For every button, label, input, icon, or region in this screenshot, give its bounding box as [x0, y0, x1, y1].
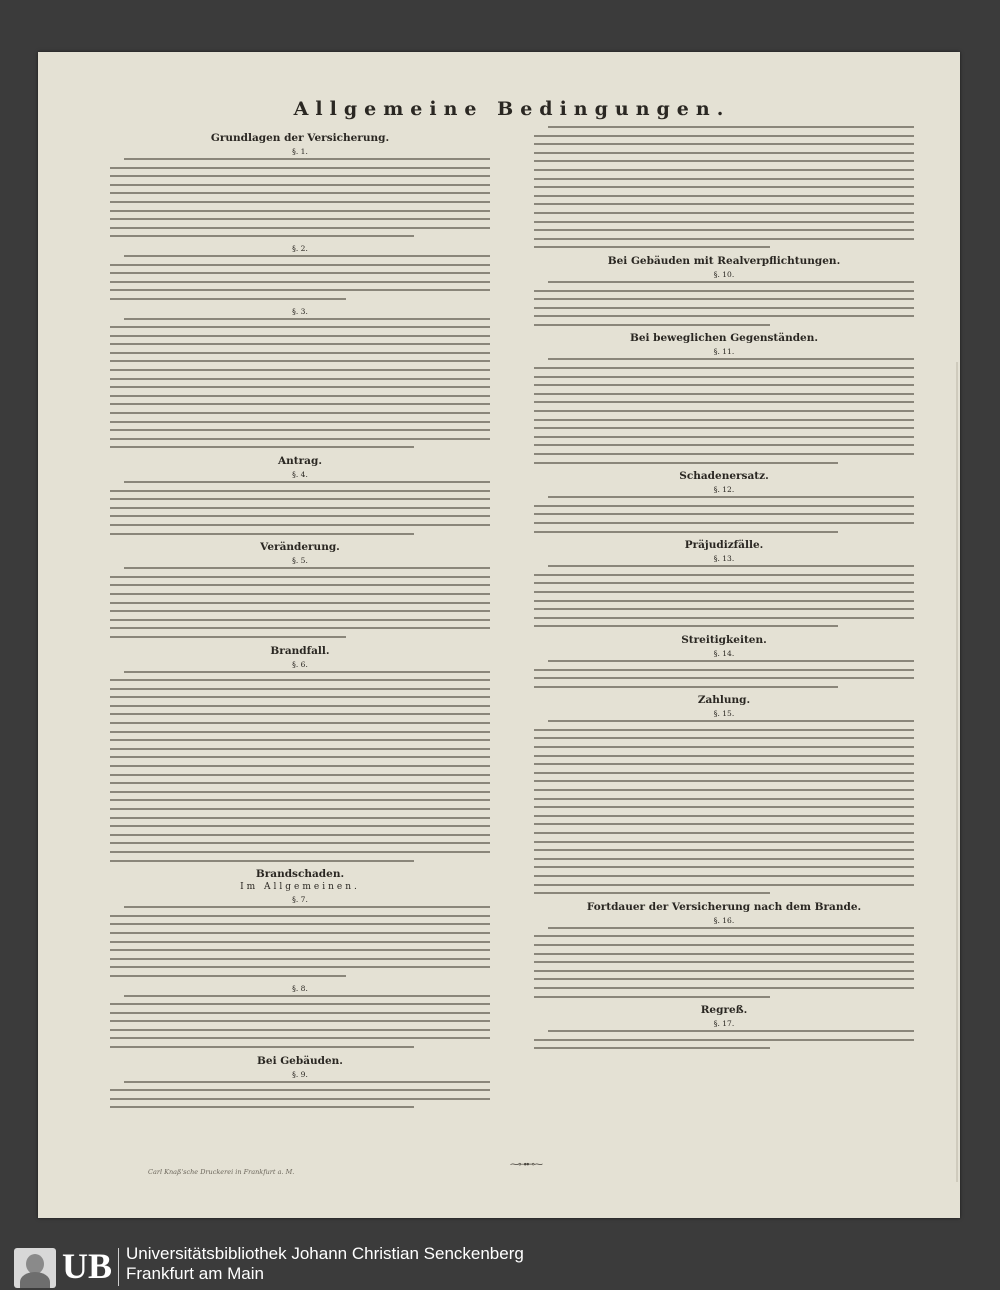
- text-line: [110, 533, 414, 535]
- text-columns: [110, 126, 914, 1115]
- text-line: [534, 935, 914, 937]
- text-line: [110, 210, 490, 212]
- paragraph-number: §. 3.: [292, 306, 308, 316]
- text-line: [534, 608, 914, 610]
- text-line: [548, 720, 914, 722]
- text-line: [110, 1106, 414, 1108]
- text-line: [124, 481, 490, 483]
- senckenberg-portrait-logo: [14, 1248, 56, 1288]
- text-line: [110, 636, 346, 638]
- text-line: [110, 799, 490, 801]
- text-line: [534, 427, 914, 429]
- text-line: [534, 737, 914, 739]
- text-line: [110, 1089, 490, 1091]
- text-line: [110, 1020, 490, 1022]
- text-line: [110, 808, 490, 810]
- paragraph-number: §. 15.: [713, 709, 735, 719]
- text-line: [110, 932, 490, 934]
- text-line: [534, 669, 914, 671]
- text-line: [534, 884, 914, 886]
- text-line: [534, 677, 914, 679]
- text-line: [110, 722, 490, 724]
- section-heading: Brandfall.: [270, 644, 330, 657]
- text-line: [110, 360, 490, 362]
- paragraph-text-block: [534, 281, 914, 326]
- text-line: [110, 627, 490, 629]
- text-line: [110, 1012, 490, 1014]
- page-fold-mark: [956, 362, 958, 1182]
- text-line: [110, 765, 490, 767]
- library-footer: [0, 1240, 1000, 1290]
- section-heading: Grundlagen der Versicherung.: [210, 132, 390, 144]
- printer-imprint: Carl Knaß'sche Druckerei in Frankfurt a. M.: [148, 1168, 295, 1176]
- text-line: [110, 515, 490, 517]
- text-line: [110, 412, 490, 414]
- text-line: [548, 927, 914, 929]
- paragraph-text-block: [534, 1030, 914, 1049]
- text-line: [110, 941, 490, 943]
- section-heading: Veränderung.: [260, 541, 340, 554]
- paragraph-number: §. 8.: [292, 983, 308, 993]
- section-heading: Zahlung.: [697, 694, 751, 707]
- text-line: [110, 696, 490, 698]
- paragraph-text-block: [534, 720, 914, 894]
- text-line: [534, 135, 914, 137]
- text-line: [110, 184, 490, 186]
- ub-logo: UB: [62, 1246, 113, 1286]
- text-line: [534, 875, 914, 877]
- text-line: [124, 995, 490, 997]
- paragraph-text-block: [110, 1081, 490, 1109]
- text-line: [534, 806, 914, 808]
- text-line: [534, 892, 770, 894]
- text-line: [110, 713, 490, 715]
- text-line: [534, 780, 914, 782]
- text-line: [534, 531, 838, 533]
- paragraph-text-block: [534, 565, 914, 627]
- text-line: [110, 1046, 414, 1048]
- section-heading: Schadenersatz.: [679, 470, 769, 483]
- text-line: [534, 815, 914, 817]
- paragraph-text-block: [110, 255, 490, 300]
- text-line: [110, 438, 490, 440]
- paragraph-number: §. 6.: [292, 659, 308, 669]
- text-line: [110, 335, 490, 337]
- text-line: [110, 298, 346, 300]
- text-line: [534, 324, 770, 326]
- text-line: [534, 772, 914, 774]
- paragraph-text-block: [110, 481, 490, 535]
- text-line: [534, 178, 914, 180]
- text-line: [110, 688, 490, 690]
- paragraph-number: §. 16.: [713, 915, 735, 925]
- paragraph-number: §. 13.: [713, 554, 735, 564]
- text-line: [110, 1003, 490, 1005]
- text-line: [534, 841, 914, 843]
- text-line: [534, 591, 914, 593]
- text-line: [110, 834, 490, 836]
- paragraph-text-block: [534, 358, 914, 463]
- text-line: [110, 949, 490, 951]
- text-line: [110, 369, 490, 371]
- text-line: [548, 281, 914, 283]
- text-line: [534, 978, 914, 980]
- text-line: [110, 593, 490, 595]
- text-line: [534, 212, 914, 214]
- text-line: [534, 384, 914, 386]
- text-line: [110, 915, 490, 917]
- text-line: [124, 318, 490, 320]
- section-subheading: Im Allgemeinen.: [240, 882, 360, 893]
- section-heading: Bei Gebäuden.: [257, 1054, 343, 1067]
- institution-name: Universitätsbibliothek Johann Christian Senckenberg: [126, 1244, 524, 1263]
- text-line: [534, 376, 914, 378]
- text-line: [110, 756, 490, 758]
- paragraph-number: §. 17.: [713, 1019, 735, 1029]
- paragraph-number: §. 1.: [292, 147, 308, 156]
- text-line: [534, 600, 914, 602]
- text-line: [534, 582, 914, 584]
- text-line: [110, 576, 490, 578]
- text-line: [110, 1037, 490, 1039]
- text-line: [534, 315, 914, 317]
- text-line: [110, 264, 490, 266]
- text-line: [110, 584, 490, 586]
- paragraph-text-block: [110, 318, 490, 449]
- text-line: [534, 763, 914, 765]
- text-line: [110, 1029, 490, 1031]
- document-title: Allgemeine Bedingungen.: [293, 98, 731, 120]
- text-line: [110, 167, 490, 169]
- text-line: [534, 522, 914, 524]
- text-line: [110, 1098, 490, 1100]
- text-line: [534, 574, 914, 576]
- document-page: [38, 52, 960, 1218]
- paragraph-text-block: [534, 660, 914, 688]
- paragraph-text-block: [110, 567, 490, 638]
- text-line: [110, 679, 490, 681]
- text-line: [534, 970, 914, 972]
- text-line: [110, 403, 490, 405]
- text-line: [110, 218, 490, 220]
- right-column: [534, 126, 914, 1115]
- text-line: [110, 851, 490, 853]
- logo-divider: [118, 1248, 119, 1286]
- text-line: [534, 367, 914, 369]
- text-line: [110, 619, 490, 621]
- text-line: [110, 421, 490, 423]
- text-line: [110, 326, 490, 328]
- section-heading: Regreß.: [700, 1004, 748, 1017]
- text-line: [110, 524, 490, 526]
- text-line: [534, 195, 914, 197]
- text-line: [534, 186, 914, 188]
- text-line: [534, 798, 914, 800]
- text-line: [534, 1047, 770, 1049]
- left-column: [110, 126, 490, 1115]
- paragraph-number: §. 4.: [292, 470, 308, 479]
- text-line: [534, 823, 914, 825]
- text-line: [110, 782, 490, 784]
- text-line: [110, 774, 490, 776]
- paragraph-text-block: [534, 927, 914, 998]
- text-line: [534, 849, 914, 851]
- text-line: [534, 453, 914, 455]
- text-line: [534, 944, 914, 946]
- text-line: [534, 987, 914, 989]
- text-line: [534, 152, 914, 154]
- text-line: [110, 975, 346, 977]
- text-line: [110, 227, 490, 229]
- text-line: [534, 419, 914, 421]
- section-heading: Antrag.: [278, 455, 322, 467]
- text-line: [534, 625, 838, 627]
- text-line: [110, 610, 490, 612]
- text-line: [110, 791, 490, 793]
- text-line: [534, 444, 914, 446]
- text-line: [110, 272, 490, 274]
- institution-city: Frankfurt am Main: [126, 1264, 264, 1283]
- text-line: [110, 748, 490, 750]
- text-line: [534, 410, 914, 412]
- text-line: [110, 966, 490, 968]
- text-line: [110, 192, 490, 194]
- text-line: [534, 298, 914, 300]
- paragraph-number: §. 12.: [713, 485, 735, 495]
- paragraph-number: §. 5.: [292, 556, 308, 566]
- text-line: [534, 238, 914, 240]
- text-line: [548, 496, 914, 498]
- text-line: [110, 289, 490, 291]
- section-heading: Brandschaden.: [255, 868, 345, 881]
- paragraph-number: §. 2.: [292, 243, 308, 253]
- text-line: [110, 739, 490, 741]
- paragraph-number: §. 14.: [713, 648, 735, 658]
- text-line: [110, 386, 490, 388]
- paragraph-text-block: [110, 671, 490, 862]
- text-line: [110, 731, 490, 733]
- text-line: [534, 169, 914, 171]
- paragraph-text-block: [110, 906, 490, 977]
- text-line: [534, 436, 914, 438]
- text-line: [110, 507, 490, 509]
- text-line: [534, 729, 914, 731]
- text-line: [534, 307, 914, 309]
- text-line: [110, 395, 490, 397]
- text-line: [110, 602, 490, 604]
- text-line: [124, 671, 490, 673]
- text-line: [534, 393, 914, 395]
- text-line: [534, 832, 914, 834]
- text-line: [548, 358, 914, 360]
- text-line: [534, 143, 914, 145]
- section-heading: Präjudizfälle.: [684, 539, 764, 552]
- closing-ornament: ⁓⊶⊷⁓: [510, 1160, 542, 1170]
- text-line: [110, 378, 490, 380]
- text-line: [110, 281, 490, 283]
- text-line: [110, 429, 490, 431]
- section-heading: Bei Gebäuden mit Realverpflichtungen.: [607, 254, 841, 267]
- text-line: [110, 490, 490, 492]
- text-line: [534, 755, 914, 757]
- text-line: [124, 1081, 490, 1083]
- paragraph-text-block: [110, 158, 490, 237]
- text-line: [124, 567, 490, 569]
- text-line: [534, 746, 914, 748]
- paragraph-text-block: [534, 496, 914, 532]
- text-line: [534, 401, 914, 403]
- text-line: [110, 842, 490, 844]
- text-line: [548, 660, 914, 662]
- text-line: [110, 343, 490, 345]
- text-line: [110, 817, 490, 819]
- text-line: [110, 923, 490, 925]
- text-line: [124, 906, 490, 908]
- text-line: [534, 229, 914, 231]
- section-heading: Bei beweglichen Gegenständen.: [629, 332, 819, 345]
- text-line: [534, 789, 914, 791]
- text-line: [124, 255, 490, 257]
- paragraph-number: §. 10.: [713, 269, 735, 279]
- text-line: [534, 961, 914, 963]
- paragraph-text-block: [110, 995, 490, 1049]
- text-line: [534, 617, 914, 619]
- text-line: [110, 446, 414, 448]
- text-line: [124, 158, 490, 160]
- text-line: [110, 825, 490, 827]
- paragraph-text-block: [534, 126, 914, 248]
- text-line: [534, 513, 914, 515]
- text-line: [110, 235, 414, 237]
- text-line: [534, 221, 914, 223]
- text-line: [534, 686, 838, 688]
- text-line: [110, 201, 490, 203]
- text-line: [534, 858, 914, 860]
- text-line: [534, 996, 770, 998]
- text-line: [534, 290, 914, 292]
- text-line: [548, 1030, 914, 1032]
- paragraph-number: §. 7.: [292, 895, 308, 905]
- text-line: [534, 1039, 914, 1041]
- text-line: [534, 462, 838, 464]
- section-heading: Streitigkeiten.: [681, 633, 767, 646]
- text-line: [534, 160, 914, 162]
- paragraph-number: §. 9.: [292, 1069, 308, 1079]
- text-line: [110, 352, 490, 354]
- paragraph-number: §. 11.: [713, 347, 735, 357]
- section-heading: Fortdauer der Versicherung nach dem Brande.: [586, 900, 862, 913]
- text-line: [534, 953, 914, 955]
- text-line: [534, 203, 914, 205]
- text-line: [110, 958, 490, 960]
- text-line: [534, 866, 914, 868]
- text-line: [110, 175, 490, 177]
- text-line: [534, 246, 770, 248]
- text-line: [548, 565, 914, 567]
- text-line: [534, 505, 914, 507]
- text-line: [110, 860, 414, 862]
- text-line: [548, 126, 914, 128]
- text-line: [110, 498, 490, 500]
- text-line: [110, 705, 490, 707]
